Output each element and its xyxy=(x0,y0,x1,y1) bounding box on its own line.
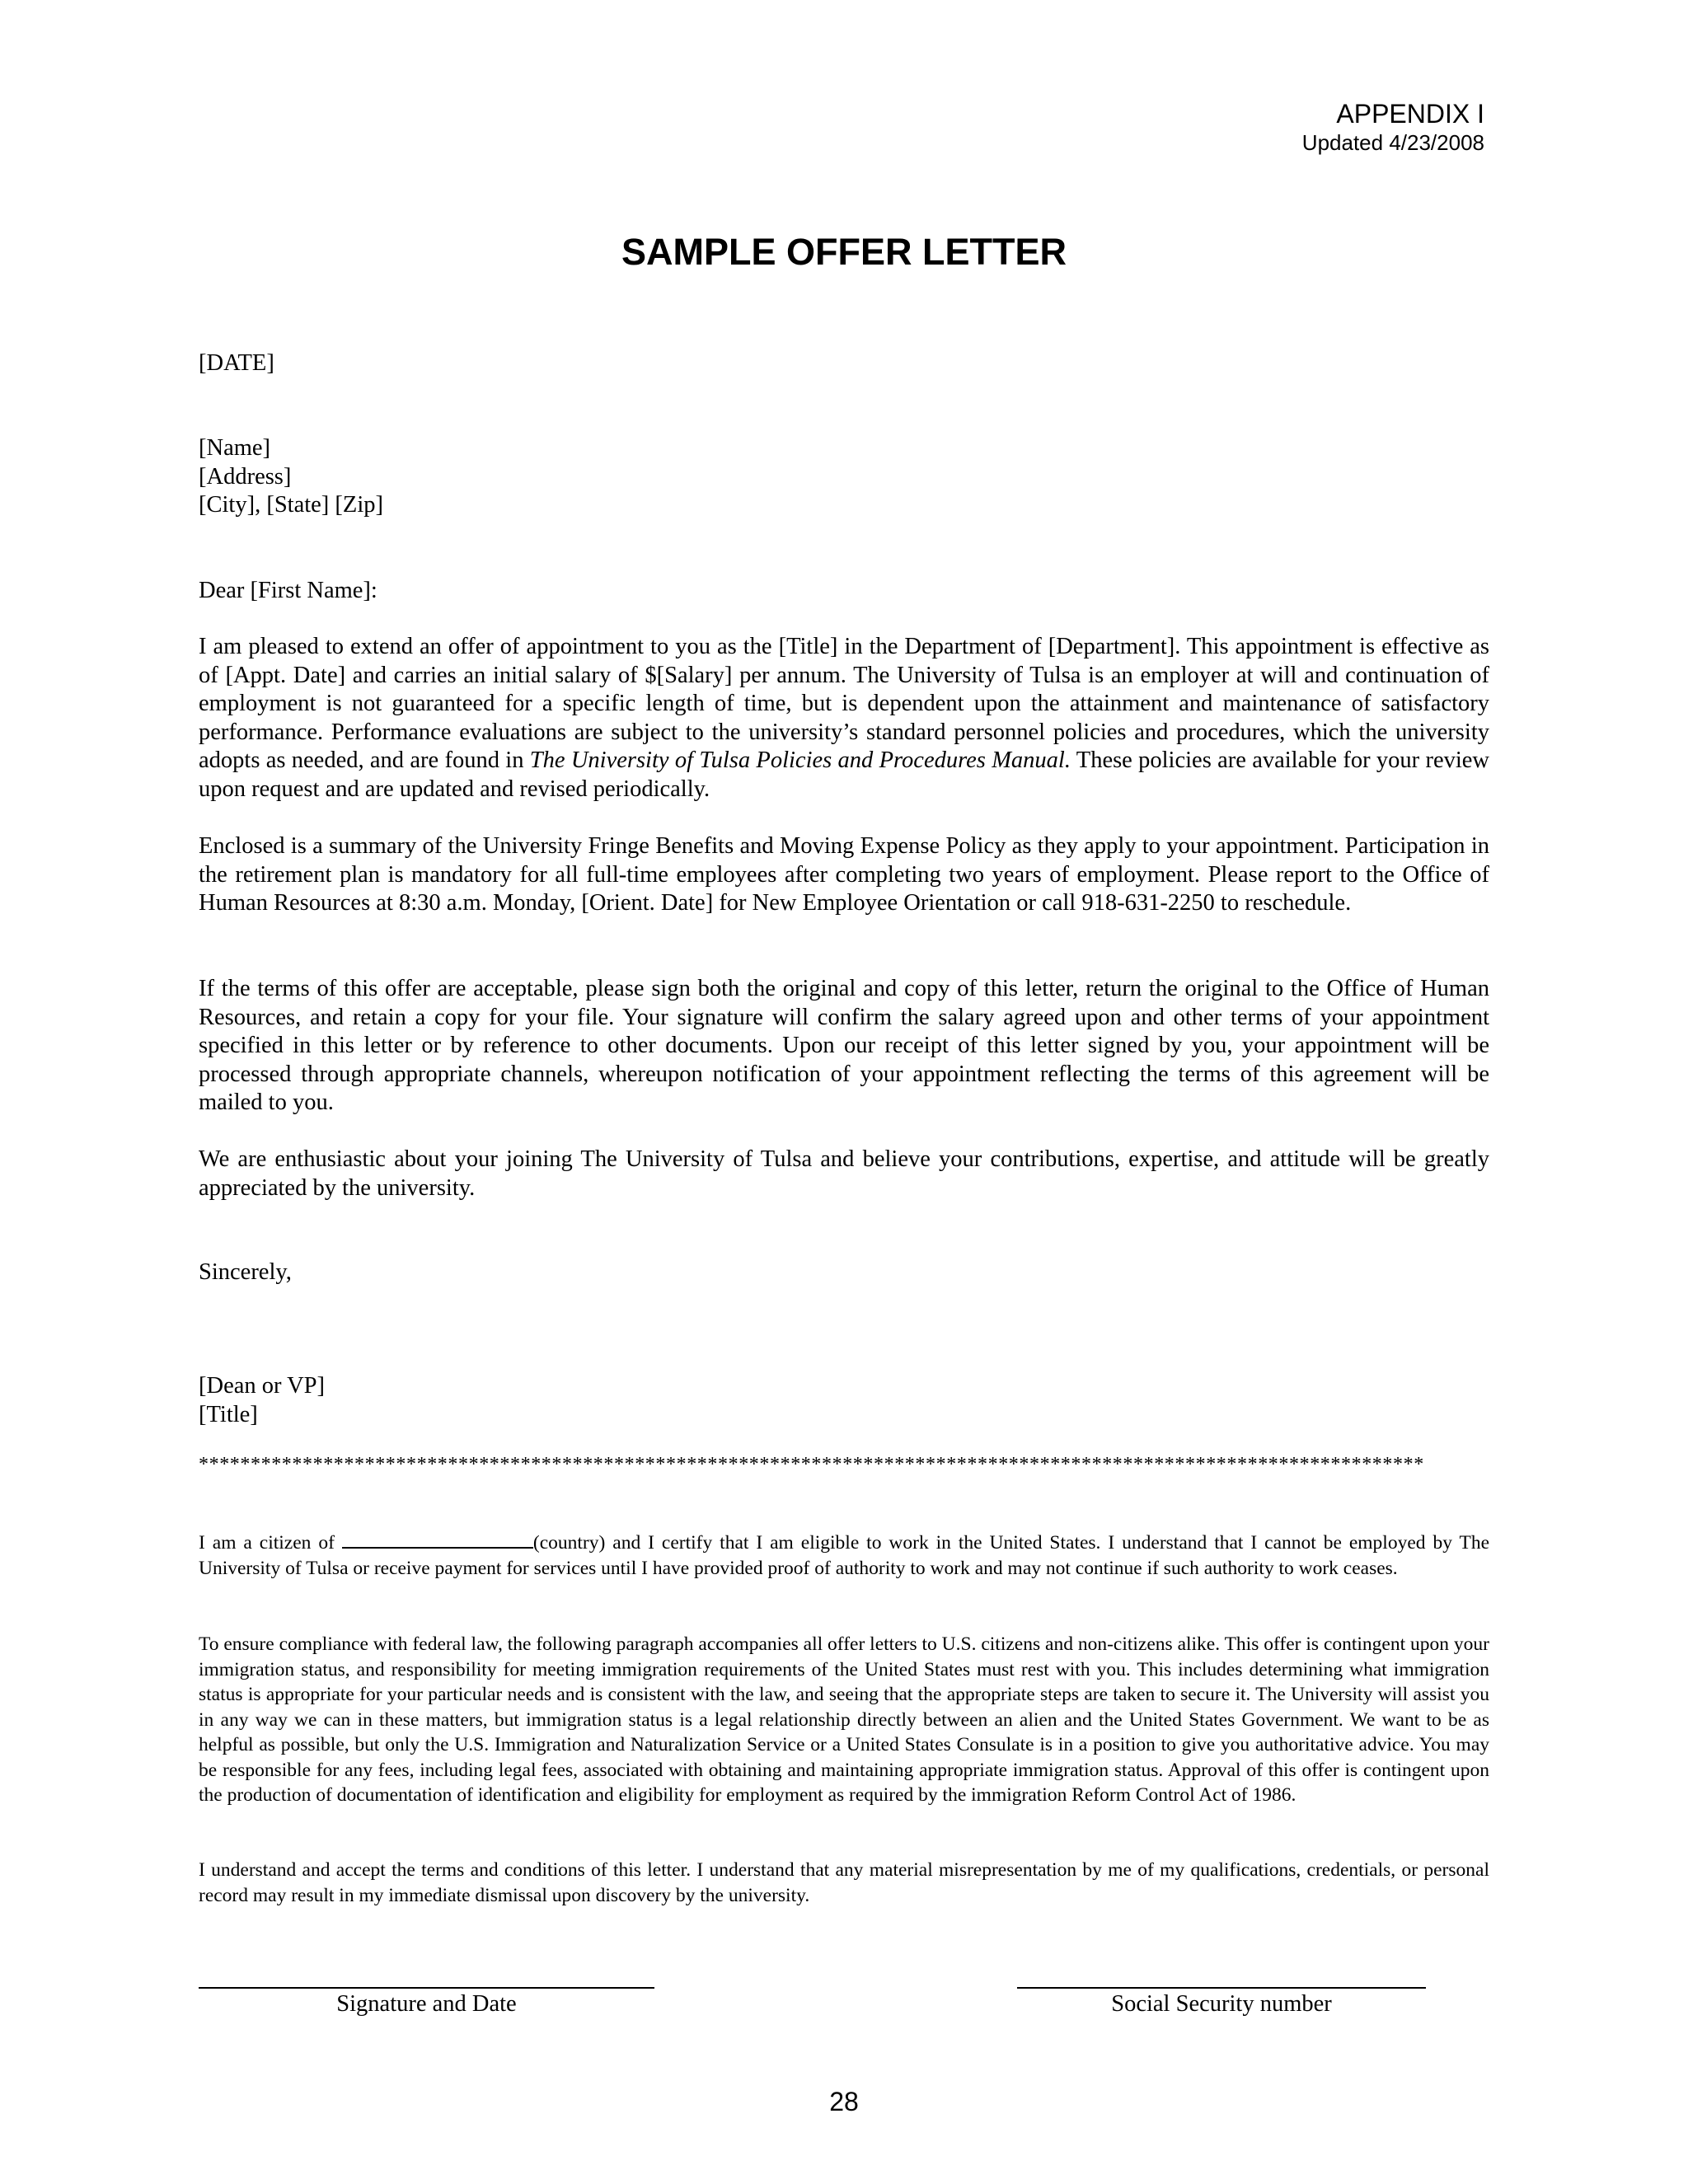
ssn-label: Social Security number xyxy=(1111,1991,1332,2017)
citizenship-text: I am a citizen of xyxy=(199,1532,342,1554)
paragraph-offer-text: I am pleased to extend an offer of appointment to you as the [Title] in the Department of [Department]. This appointment is effective as of [Appt. Date] and carries an initial salary of $[Salary] per annum. The University of Tulsa is an employer at will and continuation of employment is not guaranteed for a specific length of time, but is dependent upon the attainment and maintenance of satisfactory performance. Performance evaluations are subject to the university’s standard personnel policies and procedures, which the university adopts as needed, and are found in xyxy=(199,634,1489,773)
country-blank-field[interactable] xyxy=(342,1530,533,1549)
salutation: Dear [First Name]: xyxy=(199,578,377,603)
recipient-address xyxy=(199,434,1489,520)
citizenship-statement xyxy=(199,1530,1489,1581)
paragraph-benefits: Enclosed is a summary of the University Fringe Benefits and Moving Expense Policy as they apply to your appointment. Participation in the retirement plan is mandatory for all full-time employees after completing two years of employment. Please report to the Office of Human Resources at 8:30 a.m. Monday, [Orient. Date] for New Employee Orientation or call 918-631-2250 to reschedule. xyxy=(199,833,1489,916)
recipient-city-state-zip: [City], [State] [Zip] xyxy=(199,492,383,518)
citizenship-text-end: (country) and I certify that I am eligible to work in the United States. I understand that I cannot be employed by The University of Tulsa or receive payment for services until I have provided proof of authority to work and may not continue if such authority to work ceases. xyxy=(199,1532,1490,1579)
policies-manual-title: The University of Tulsa Policies and Procedures Manual. xyxy=(529,748,1071,773)
page-title: SAMPLE OFFER LETTER xyxy=(621,231,1067,273)
immigration-statement: To ensure compliance with federal law, the following paragraph accompanies all offer letters to U.S. citizens and non-citizens alike. This offer is contingent upon your immigration status, and responsibility for meeting immigration requirements of the United States must rest with you. This includes determining what immigration status is appropriate for your particular needs and is consistent with the law, and seeing that the appropriate steps are taken to secure it. The University will assist you in any way we can in these matters, but immigration status is a legal relationship directly between an alien and the United States Government. We want to be as helpful as possible, but only the U.S. Immigration and Naturalization Service or a United States Consulate is in a position to give you authoritative advice. You may be responsible for any fees, including legal fees, associated with obtaining and maintaining appropriate immigration status. Approval of this offer is contingent upon the production of documentation of identification and eligibility for employment as required by the immigration Reform Control Act of 1986. xyxy=(199,1633,1489,1806)
separator-line: ********************************************************************************************************************** xyxy=(199,1454,1424,1475)
acceptance-statement: I understand and accept the terms and conditions of this letter. I understand that any material misrepresentation by me of my qualifications, credentials, or personal record may result in my immediate dismissal upon discovery by the university. xyxy=(199,1859,1489,1906)
page-number: 28 xyxy=(829,2087,859,2116)
document-header xyxy=(1302,97,1484,155)
closing: Sincerely, xyxy=(199,1259,292,1285)
updated-date: Updated 4/23/2008 xyxy=(1301,130,1484,155)
paragraph-terms: If the terms of this offer are acceptable, please sign both the original and copy of this letter, return the original to the Office of Human Resources, and retain a copy for your file. Your signature will confirm the salary agreed upon and other terms of your appointment specified in this letter or by reference to other documents. Upon our receipt of this letter signed by you, your appointment will be processed through appropriate channels, whereupon notification of your appointment reflecting the terms of this agreement will be mailed to you. xyxy=(199,976,1489,1115)
paragraph-offer-text-end: These policies are available for your review upon request and are updated and revised periodically. xyxy=(199,748,1490,802)
ssn-line[interactable] xyxy=(1017,1987,1426,1989)
signatory-block xyxy=(199,1372,1489,1429)
signatory-title: [Title] xyxy=(199,1401,258,1427)
signature-label: Signature and Date xyxy=(336,1991,517,2017)
signature-line[interactable] xyxy=(199,1987,654,1989)
paragraph-offer xyxy=(199,633,1489,804)
signatory-name: [Dean or VP] xyxy=(199,1373,326,1399)
recipient-name: [Name] xyxy=(199,435,271,461)
date-placeholder: [DATE] xyxy=(199,350,274,376)
recipient-street: [Address] xyxy=(199,463,292,490)
paragraph-welcome: We are enthusiastic about your joining The University of Tulsa and believe your contributions, expertise, and attitude will be greatly appreciated by the university. xyxy=(199,1146,1489,1201)
appendix-label: APPENDIX I xyxy=(1336,99,1484,129)
